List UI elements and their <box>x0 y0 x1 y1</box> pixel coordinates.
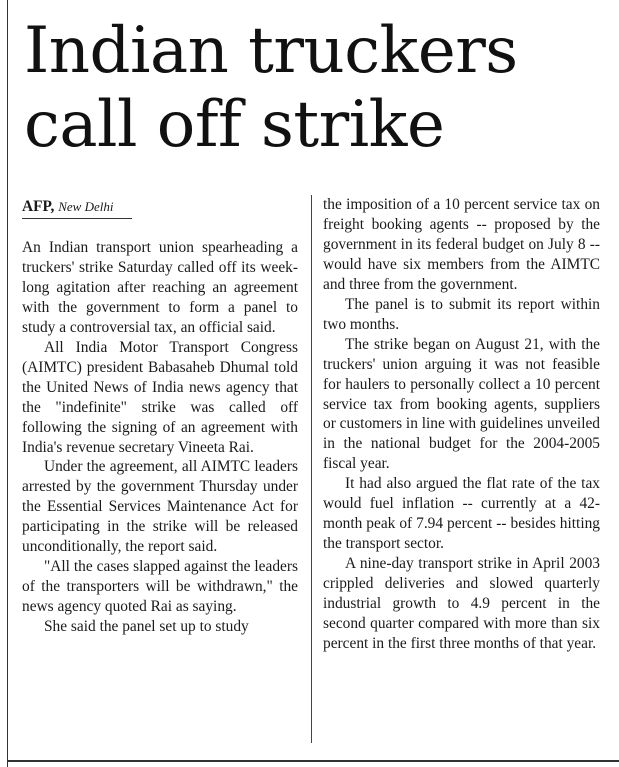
byline <box>22 197 132 219</box>
article-column-left <box>22 197 298 637</box>
paragraph: All India Motor Transport Congress (AIMTC) president Babasaheb Dhumal told the United News of India news agency that the "indefinite" strike was called off following the signing of an agreement with India's revenue secretary Vineeta Rai. <box>22 338 298 456</box>
paragraph: Under the agreement, all AIMTC leaders arrested by the government Thursday under the Essential Services Maintenance Act for participating in the strike will be released unconditionally, the report said. <box>22 458 298 556</box>
article-column-right <box>323 195 600 654</box>
paragraph: "All the cases slapped against the leaders of the transporters will be withdrawn," the news agency quoted Rai as saying. <box>22 558 298 616</box>
byline-location: New Delhi <box>58 199 114 214</box>
headline: Indian truckers call off strike <box>24 14 518 162</box>
paragraph: She said the panel set up to study <box>44 618 249 636</box>
paragraph: A nine-day transport strike in April 2003 crippled deliveries and slowed quarterly industrial growth to 4.9 percent in the second quarter compared with more than six percent in the first three months of that year. <box>323 555 600 652</box>
paragraph: An Indian transport union spearheading a truckers' strike Saturday called off its week-long agitation after reaching an agreement with the government to form a panel to study a controversial tax, an official said. <box>22 239 298 336</box>
column-divider <box>311 195 312 743</box>
paragraph: The panel is to submit its report within two months. <box>323 295 600 333</box>
paragraph: It had also argued the flat rate of the tax would fuel inflation -- currently at a 42-month peak of 7.94 percent -- besides hitting the transport sector. <box>323 475 600 553</box>
page-border-left <box>7 0 8 767</box>
paragraph: The strike began on August 21, with the truckers' union arguing it was not feasible for haulers to personally collect a 10 percent service tax from booking agents, suppliers or customers in line with guidelines unveiled in the national budget for the 2004-2005 fiscal year. <box>323 335 600 473</box>
byline-agency: AFP, <box>22 198 55 215</box>
paragraph: the imposition of a 10 percent service tax on freight booking agents -- proposed by the government in its federal budget on July 8 -- would have six members from the AIMTC and three from the government. <box>323 196 600 293</box>
page-border-bottom <box>7 760 619 762</box>
